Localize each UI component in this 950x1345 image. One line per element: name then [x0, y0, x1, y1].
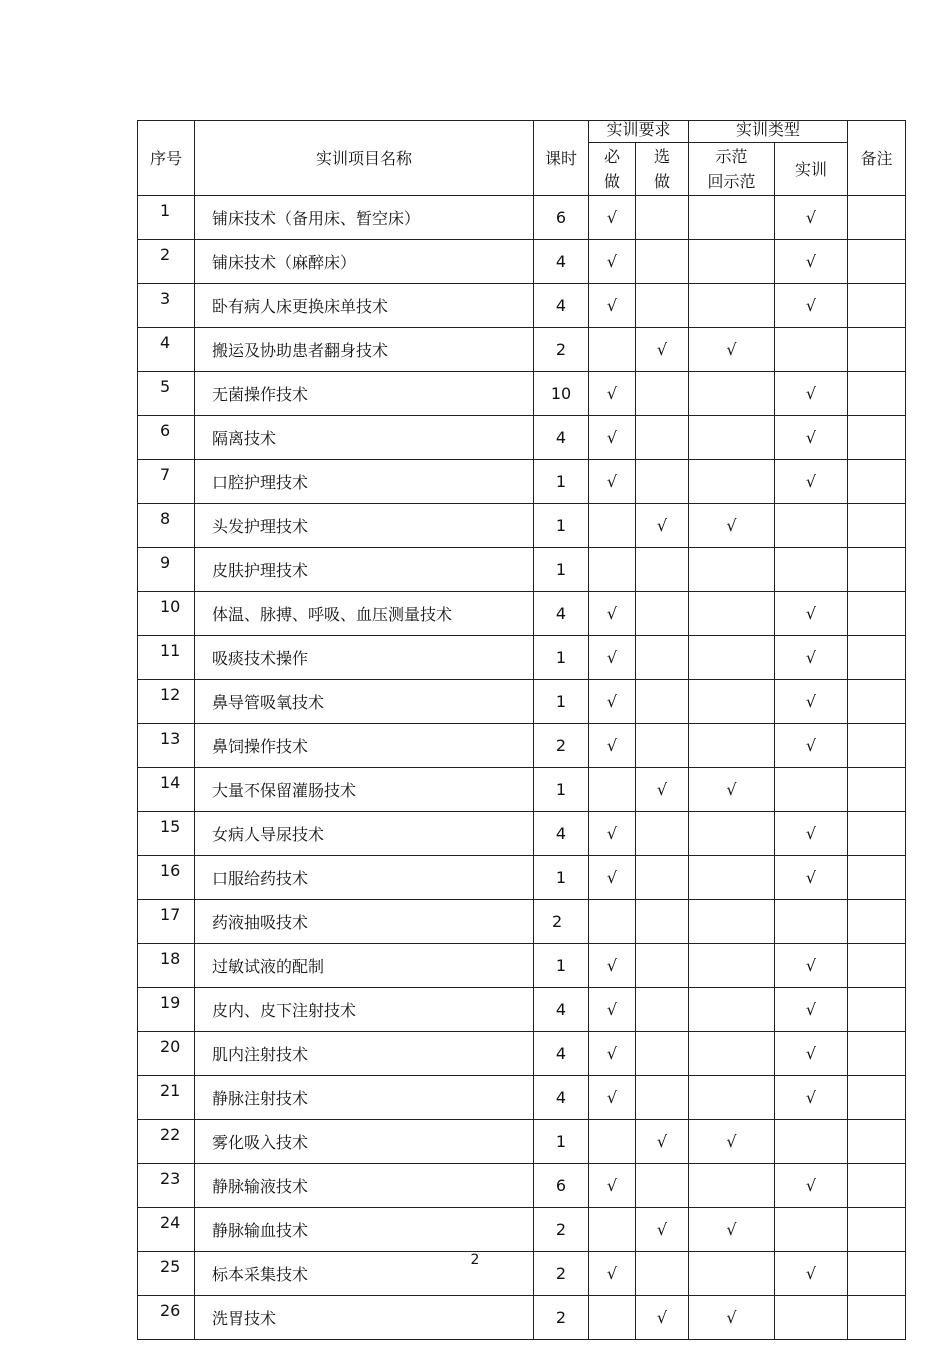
- row-practice-mark: [775, 1120, 848, 1164]
- row-hours: 4: [534, 1076, 589, 1120]
- table-row: [138, 1296, 906, 1340]
- row-number: 4: [138, 328, 195, 372]
- header-practice: 实训: [775, 143, 848, 196]
- row-remarks: [848, 768, 906, 812]
- table-row: [138, 328, 906, 372]
- row-optional-mark: [636, 284, 689, 328]
- row-must-do-mark: [589, 328, 636, 372]
- row-hours: 1: [534, 636, 589, 680]
- row-practice-mark: √: [775, 1032, 848, 1076]
- row-number: 1: [138, 196, 195, 240]
- row-practice-mark: √: [775, 680, 848, 724]
- row-demo-mark: [689, 680, 775, 724]
- row-hours: 2: [534, 1296, 589, 1340]
- row-number: 26: [138, 1296, 195, 1340]
- row-number: 13: [138, 724, 195, 768]
- row-remarks: [848, 504, 906, 548]
- row-number: 3: [138, 284, 195, 328]
- row-practice-mark: √: [775, 1076, 848, 1120]
- row-item-name: 大量不保留灌肠技术: [195, 768, 534, 812]
- row-number: 17: [138, 900, 195, 944]
- table-row: [138, 900, 906, 944]
- row-item-name: 雾化吸入技术: [195, 1120, 534, 1164]
- row-item-name: 静脉注射技术: [195, 1076, 534, 1120]
- header-optional: 选 做: [636, 143, 689, 196]
- row-practice-mark: √: [775, 812, 848, 856]
- row-demo-mark: [689, 636, 775, 680]
- row-practice-mark: √: [775, 988, 848, 1032]
- row-demo-mark: [689, 548, 775, 592]
- row-optional-mark: [636, 1032, 689, 1076]
- row-optional-mark: [636, 944, 689, 988]
- row-practice-mark: [775, 328, 848, 372]
- header-no: 序号: [138, 121, 195, 196]
- row-optional-mark: [636, 1076, 689, 1120]
- row-number: 11: [138, 636, 195, 680]
- row-item-name: 皮肤护理技术: [195, 548, 534, 592]
- training-items-table: [137, 120, 906, 1340]
- row-number: 2: [138, 240, 195, 284]
- row-hours: 1: [534, 680, 589, 724]
- row-hours: 2: [534, 724, 589, 768]
- row-item-name: 搬运及协助患者翻身技术: [195, 328, 534, 372]
- row-remarks: [848, 284, 906, 328]
- row-remarks: [848, 1208, 906, 1252]
- table-row: [138, 460, 906, 504]
- row-remarks: [848, 240, 906, 284]
- row-must-do-mark: √: [589, 1032, 636, 1076]
- row-optional-mark: √: [636, 1208, 689, 1252]
- row-optional-mark: [636, 196, 689, 240]
- table-row: [138, 724, 906, 768]
- row-must-do-mark: √: [589, 1164, 636, 1208]
- row-optional-mark: [636, 900, 689, 944]
- row-remarks: [848, 812, 906, 856]
- row-demo-mark: [689, 196, 775, 240]
- row-optional-mark: [636, 548, 689, 592]
- row-must-do-mark: √: [589, 416, 636, 460]
- row-number: 16: [138, 856, 195, 900]
- row-item-name: 隔离技术: [195, 416, 534, 460]
- row-number: 12: [138, 680, 195, 724]
- row-optional-mark: [636, 416, 689, 460]
- row-demo-mark: [689, 460, 775, 504]
- row-number: 19: [138, 988, 195, 1032]
- header-hours: 课时: [534, 121, 589, 196]
- row-must-do-mark: [589, 504, 636, 548]
- table-row: [138, 240, 906, 284]
- row-must-do-mark: √: [589, 988, 636, 1032]
- row-demo-mark: [689, 1032, 775, 1076]
- row-remarks: [848, 372, 906, 416]
- row-practice-mark: √: [775, 592, 848, 636]
- row-practice-mark: [775, 1208, 848, 1252]
- table-row: [138, 372, 906, 416]
- row-hours: 6: [534, 1164, 589, 1208]
- row-remarks: [848, 1076, 906, 1120]
- row-item-name: 标本采集技术: [195, 1252, 534, 1296]
- table-row: [138, 416, 906, 460]
- row-optional-mark: √: [636, 504, 689, 548]
- row-practice-mark: √: [775, 240, 848, 284]
- row-must-do-mark: √: [589, 284, 636, 328]
- row-number: 22: [138, 1120, 195, 1164]
- row-number: 5: [138, 372, 195, 416]
- table-row: [138, 592, 906, 636]
- row-number: 24: [138, 1208, 195, 1252]
- row-number: 15: [138, 812, 195, 856]
- header-name: 实训项目名称: [195, 121, 534, 196]
- row-practice-mark: √: [775, 944, 848, 988]
- row-item-name: 女病人导尿技术: [195, 812, 534, 856]
- row-item-name: 静脉输血技术: [195, 1208, 534, 1252]
- row-remarks: [848, 548, 906, 592]
- row-must-do-mark: [589, 1208, 636, 1252]
- row-item-name: 肌内注射技术: [195, 1032, 534, 1076]
- row-number: 10: [138, 592, 195, 636]
- row-item-name: 药液抽吸技术: [195, 900, 534, 944]
- row-demo-mark: [689, 1076, 775, 1120]
- row-must-do-mark: √: [589, 724, 636, 768]
- row-practice-mark: √: [775, 724, 848, 768]
- row-remarks: [848, 900, 906, 944]
- row-must-do-mark: [589, 900, 636, 944]
- row-remarks: [848, 1032, 906, 1076]
- row-demo-mark: √: [689, 1296, 775, 1340]
- table-row: [138, 548, 906, 592]
- row-demo-mark: [689, 416, 775, 460]
- row-demo-mark: [689, 284, 775, 328]
- row-optional-mark: [636, 680, 689, 724]
- row-demo-mark: √: [689, 1208, 775, 1252]
- row-practice-mark: √: [775, 460, 848, 504]
- row-must-do-mark: √: [589, 636, 636, 680]
- row-hours: 1: [534, 856, 589, 900]
- row-must-do-mark: √: [589, 1076, 636, 1120]
- row-number: 8: [138, 504, 195, 548]
- row-hours: 4: [534, 592, 589, 636]
- row-remarks: [848, 416, 906, 460]
- row-demo-mark: [689, 944, 775, 988]
- row-demo-mark: [689, 812, 775, 856]
- row-must-do-mark: [589, 548, 636, 592]
- row-number: 18: [138, 944, 195, 988]
- row-hours: 1: [534, 768, 589, 812]
- row-remarks: [848, 1296, 906, 1340]
- table-row: [138, 1208, 906, 1252]
- row-remarks: [848, 592, 906, 636]
- row-demo-mark: [689, 900, 775, 944]
- page-number: 2: [470, 1252, 480, 1268]
- row-optional-mark: [636, 812, 689, 856]
- row-number: 9: [138, 548, 195, 592]
- row-practice-mark: [775, 548, 848, 592]
- row-must-do-mark: √: [589, 1252, 636, 1296]
- row-item-name: 无菌操作技术: [195, 372, 534, 416]
- row-hours: 4: [534, 988, 589, 1032]
- row-number: 14: [138, 768, 195, 812]
- table-row: [138, 636, 906, 680]
- row-demo-mark: √: [689, 768, 775, 812]
- row-hours: 1: [534, 944, 589, 988]
- row-hours: 1: [534, 460, 589, 504]
- row-item-name: 吸痰技术操作: [195, 636, 534, 680]
- row-optional-mark: [636, 636, 689, 680]
- row-must-do-mark: [589, 1120, 636, 1164]
- row-hours: 4: [534, 416, 589, 460]
- table-row: [138, 944, 906, 988]
- row-hours: 1: [534, 548, 589, 592]
- row-must-do-mark: √: [589, 240, 636, 284]
- table-row: [138, 1076, 906, 1120]
- row-item-name: 口服给药技术: [195, 856, 534, 900]
- row-item-name: 鼻饲操作技术: [195, 724, 534, 768]
- row-optional-mark: [636, 724, 689, 768]
- table-row: [138, 1164, 906, 1208]
- header-demo: 示范 回示范: [689, 143, 775, 196]
- row-item-name: 口腔护理技术: [195, 460, 534, 504]
- row-item-name: 卧有病人床更换床单技术: [195, 284, 534, 328]
- row-remarks: [848, 680, 906, 724]
- row-optional-mark: √: [636, 768, 689, 812]
- row-practice-mark: √: [775, 1252, 848, 1296]
- row-optional-mark: [636, 460, 689, 504]
- row-hours: 1: [534, 504, 589, 548]
- row-practice-mark: √: [775, 372, 848, 416]
- table-row: [138, 196, 906, 240]
- table-row: [138, 680, 906, 724]
- row-optional-mark: √: [636, 328, 689, 372]
- row-demo-mark: [689, 724, 775, 768]
- row-number: 6: [138, 416, 195, 460]
- row-number: 20: [138, 1032, 195, 1076]
- row-must-do-mark: √: [589, 592, 636, 636]
- row-demo-mark: [689, 240, 775, 284]
- row-practice-mark: √: [775, 284, 848, 328]
- row-must-do-mark: √: [589, 196, 636, 240]
- row-item-name: 鼻导管吸氧技术: [195, 680, 534, 724]
- table-row: [138, 1032, 906, 1076]
- row-item-name: 铺床技术（麻醉床）: [195, 240, 534, 284]
- row-number: 23: [138, 1164, 195, 1208]
- header-type-group: 实训类型: [689, 121, 848, 143]
- row-optional-mark: [636, 988, 689, 1032]
- row-optional-mark: √: [636, 1296, 689, 1340]
- row-hours: 2: [534, 900, 589, 944]
- table-row: [138, 768, 906, 812]
- row-demo-mark: [689, 372, 775, 416]
- row-item-name: 铺床技术（备用床、暂空床）: [195, 196, 534, 240]
- row-must-do-mark: √: [589, 680, 636, 724]
- row-demo-mark: √: [689, 328, 775, 372]
- row-practice-mark: [775, 1296, 848, 1340]
- table-row: [138, 284, 906, 328]
- row-must-do-mark: √: [589, 460, 636, 504]
- header-remarks: 备注: [848, 121, 906, 196]
- row-item-name: 头发护理技术: [195, 504, 534, 548]
- row-remarks: [848, 328, 906, 372]
- row-demo-mark: √: [689, 1120, 775, 1164]
- row-demo-mark: [689, 988, 775, 1032]
- row-number: 25: [138, 1252, 195, 1296]
- row-demo-mark: [689, 592, 775, 636]
- row-remarks: [848, 724, 906, 768]
- row-hours: 6: [534, 196, 589, 240]
- row-hours: 2: [534, 1252, 589, 1296]
- table-row: [138, 856, 906, 900]
- row-practice-mark: [775, 768, 848, 812]
- row-hours: 4: [534, 812, 589, 856]
- row-demo-mark: [689, 856, 775, 900]
- row-practice-mark: [775, 504, 848, 548]
- row-hours: 1: [534, 1120, 589, 1164]
- row-remarks: [848, 196, 906, 240]
- row-practice-mark: √: [775, 196, 848, 240]
- row-item-name: 静脉输液技术: [195, 1164, 534, 1208]
- table-row: [138, 504, 906, 548]
- row-must-do-mark: √: [589, 944, 636, 988]
- row-must-do-mark: [589, 1296, 636, 1340]
- row-remarks: [848, 944, 906, 988]
- row-practice-mark: [775, 900, 848, 944]
- row-optional-mark: [636, 1164, 689, 1208]
- row-remarks: [848, 1120, 906, 1164]
- row-item-name: 体温、脉搏、呼吸、血压测量技术: [195, 592, 534, 636]
- row-demo-mark: [689, 1164, 775, 1208]
- row-practice-mark: √: [775, 856, 848, 900]
- row-must-do-mark: √: [589, 812, 636, 856]
- row-must-do-mark: [589, 768, 636, 812]
- row-number: 7: [138, 460, 195, 504]
- row-practice-mark: √: [775, 1164, 848, 1208]
- row-item-name: 过敏试液的配制: [195, 944, 534, 988]
- header-must-do: 必 做: [589, 143, 636, 196]
- row-demo-mark: √: [689, 504, 775, 548]
- row-hours: 4: [534, 1032, 589, 1076]
- row-remarks: [848, 988, 906, 1032]
- row-item-name: 洗胃技术: [195, 1296, 534, 1340]
- row-remarks: [848, 856, 906, 900]
- row-hours: 10: [534, 372, 589, 416]
- row-item-name: 皮内、皮下注射技术: [195, 988, 534, 1032]
- row-practice-mark: √: [775, 636, 848, 680]
- row-must-do-mark: √: [589, 372, 636, 416]
- row-remarks: [848, 460, 906, 504]
- row-optional-mark: [636, 856, 689, 900]
- row-hours: 4: [534, 284, 589, 328]
- row-hours: 2: [534, 328, 589, 372]
- row-remarks: [848, 1164, 906, 1208]
- row-must-do-mark: √: [589, 856, 636, 900]
- table-row: [138, 988, 906, 1032]
- header-requirement-group: 实训要求: [589, 121, 689, 143]
- row-practice-mark: √: [775, 416, 848, 460]
- row-hours: 4: [534, 240, 589, 284]
- row-optional-mark: √: [636, 1120, 689, 1164]
- row-optional-mark: [636, 372, 689, 416]
- table-row: [138, 1120, 906, 1164]
- row-number: 21: [138, 1076, 195, 1120]
- row-optional-mark: [636, 240, 689, 284]
- row-optional-mark: [636, 592, 689, 636]
- row-remarks: [848, 636, 906, 680]
- row-hours: 2: [534, 1208, 589, 1252]
- table-row: [138, 812, 906, 856]
